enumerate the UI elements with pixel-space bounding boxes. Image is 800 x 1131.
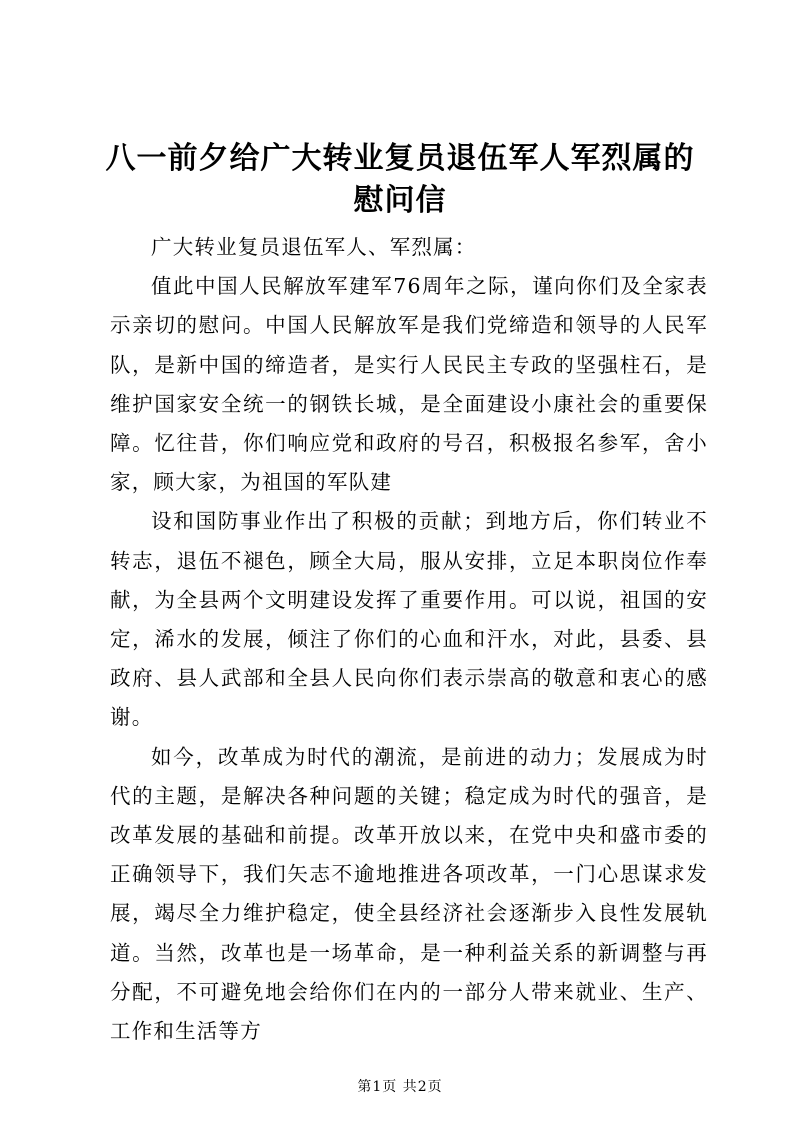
paragraph-1: 值此中国人民解放军建军76周年之际，谨向你们及全家表示亲切的慰问。中国人民解放军是我们党缔造和领导的人民军队，是新中国的缔造者，是实行人民民主专政的坚强柱石，是维护国家安全统一的钢铁长城，是全面建设小康社会的重要保障。忆往昔，你们响应党和政府的号召，积极报名参军，舍小家，顾大家，为祖国的军队建 [110,274,708,495]
salutation: 广大转业复员退伍军人、军烈属： [151,235,477,259]
paragraph-3: 如今，改革成为时代的潮流，是前进的动力；发展成为时代的主题，是解决各种问题的关键；稳定成为时代的强音，是改革发展的基础和前提。改革开放以来，在党中央和盛市委的正确领导下，我们矢志不逾地推进各项改革，一门心思谋求发展，竭尽全力维护稳定，使全县经济社会逐渐步入良性发展轨道。当然，改革也是一场革命，是一种利益关系的新调整与再分配，不可避免地会给你们在内的一部分人带来就业、生产、工作和生活等方 [110,744,708,1044]
document-title: 八一前夕给广大转业复员退伍军人军烈属的慰问信 [105,141,695,218]
paragraph-2: 设和国防事业作出了积极的贡献；到地方后，你们转业不转志，退伍不褪色，顾全大局，服从安排，立足本职岗位作奉献，为全县两个文明建设发挥了重要作用。可以说，祖国的安定，浠水的发展，倾注了你们的心血和汗水，对此，县委、县政府、县人武部和全县人民向你们表示崇高的敬意和衷心的感谢。 [110,509,708,730]
document-body [110,228,708,1051]
page-number-footer: 第1页 共2页 [357,1079,443,1095]
